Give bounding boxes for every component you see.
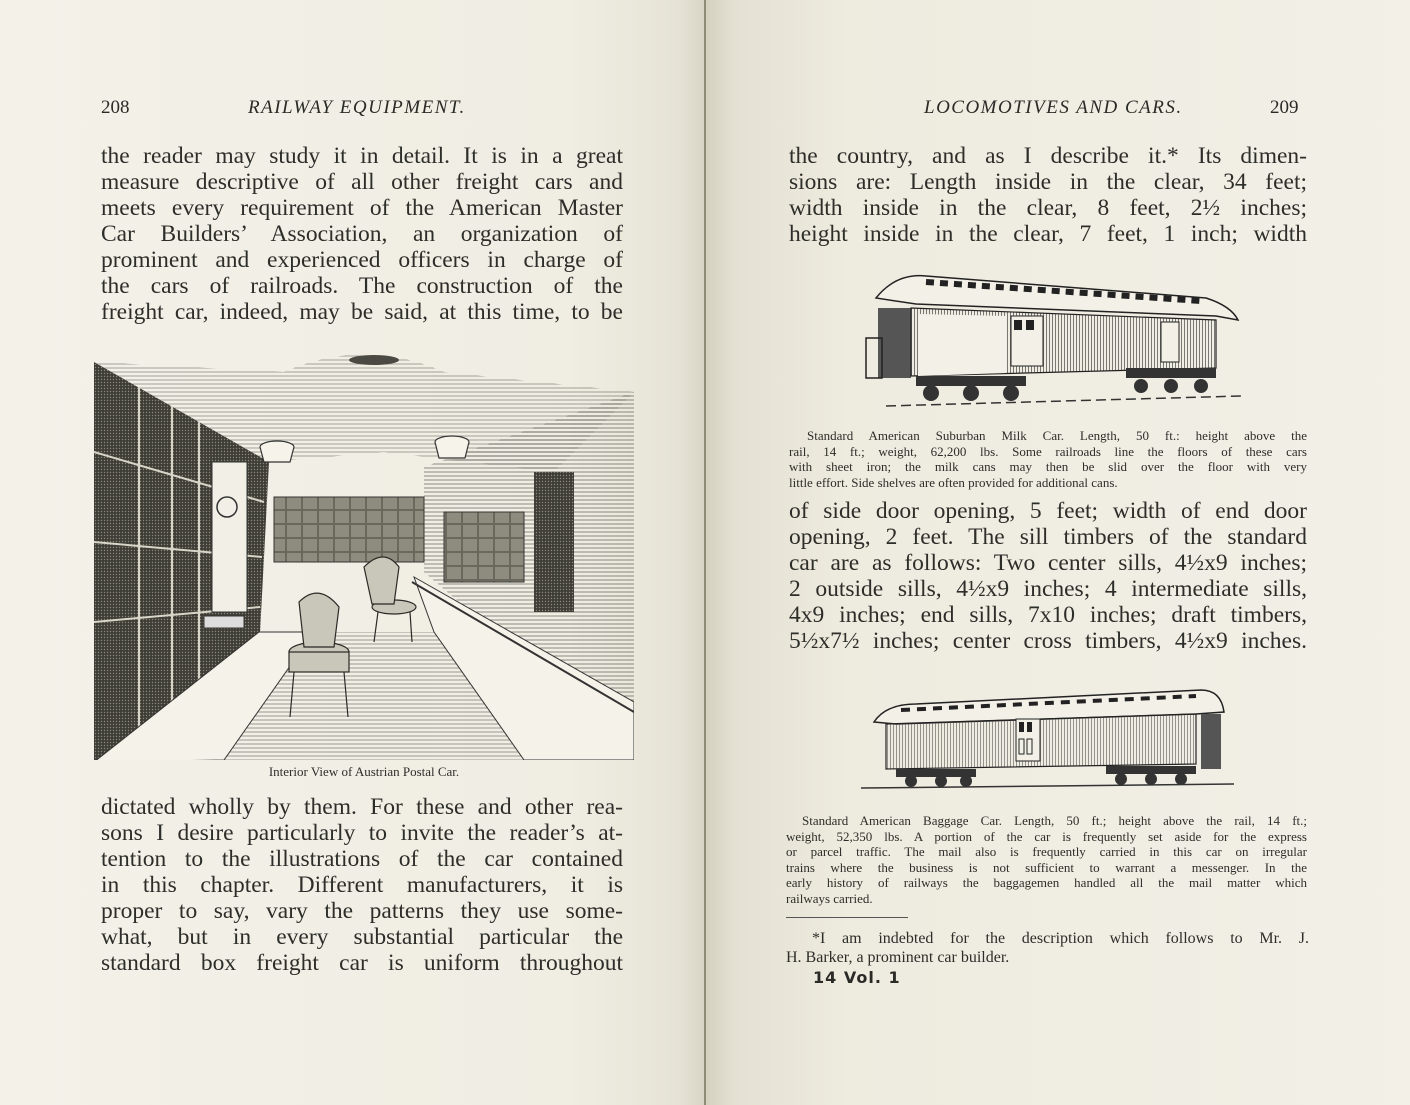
footnote	[786, 929, 1309, 967]
footnote-rule	[786, 917, 908, 918]
caption-line: rail, 14 ft.; weight, 62,200 lbs. Some railroads line the floors of these cars	[789, 443, 1307, 459]
caption-line: with sheet iron; the milk cans may then be slid over the floor with very	[789, 459, 1307, 474]
text-line: 2 outside sills, 4½x9 inches; 4 intermediate sills,	[789, 576, 1307, 602]
text-line: dictated wholly by them. For these and other rea-	[101, 794, 623, 820]
text-line: the reader may study it in detail. It is in a great	[101, 143, 623, 169]
footnote-line: *I am indebted for the description which follows to Mr. J.	[812, 930, 1309, 947]
caption-line: trains where the business is not sufficient to warrant a messenger. In the	[786, 859, 1307, 875]
caption-line: railways carried.	[786, 890, 873, 906]
caption-line: little effort. Side shelves are often provided for additional cans.	[789, 474, 1118, 490]
text-line: measure descriptive of all other freight cars and	[101, 169, 623, 195]
text-line: proper to say, vary the patterns they use some-	[101, 898, 623, 924]
text-line: in this chapter. Different manufacturers, it is	[101, 872, 623, 898]
body-paragraph-top	[789, 143, 1307, 247]
figure-caption: Interior View of Austrian Postal Car.	[268, 764, 460, 779]
text-line: height inside in the clear, 7 feet, 1 inch; width	[789, 221, 1307, 247]
text-line: width inside in the clear, 8 feet, 2½ inches;	[789, 195, 1307, 221]
body-paragraph-top	[101, 143, 623, 325]
text-line: the country, and as I describe it.* Its dimen-	[789, 143, 1307, 169]
page-number: 209	[1270, 97, 1299, 118]
text-line: tention to the illustrations of the car contained	[101, 846, 623, 872]
text-line: the cars of railroads. The construction of the	[101, 273, 623, 299]
caption-line: or parcel traffic. The mail also is frequently carried in this car on irregular	[786, 844, 1307, 859]
milk-car-engraving-icon	[856, 268, 1246, 416]
caption-line: Standard American Suburban Milk Car. Length, 50 ft.: height above the	[807, 428, 1307, 443]
body-paragraph-bottom	[101, 794, 623, 976]
text-line: 4x9 inches; end sills, 7x10 inches; draft timbers,	[789, 602, 1307, 628]
text-line: standard box freight car is uniform throughout	[101, 950, 623, 976]
running-head: RAILWAY EQUIPMENT.	[248, 97, 466, 118]
text-line: 5½x7½ inches; center cross timbers, 4½x9 inches.	[789, 628, 1307, 654]
text-line: car are as follows: Two center sills, 4½x9 inches;	[789, 550, 1307, 576]
text-line: of side door opening, 5 feet; width of end door	[789, 498, 1307, 524]
running-head: LOCOMOTIVES AND CARS.	[924, 97, 1183, 118]
caption-line: early history of railways the baggagemen handled all the mail matter which	[786, 875, 1307, 890]
body-paragraph-middle	[789, 498, 1307, 654]
text-line: prominent and experienced officers in charge of	[101, 247, 623, 273]
text-line: sions are: Length inside in the clear, 34 feet;	[789, 169, 1307, 195]
postal-car-interior-engraving-icon	[94, 342, 634, 760]
text-line: meets every requirement of the American Master	[101, 195, 623, 221]
text-line: sons I desire particularly to invite the reader’s at-	[101, 820, 623, 846]
text-line: opening, 2 feet. The sill timbers of the standard	[789, 524, 1307, 550]
text-line: freight car, indeed, may be said, at this time, to be	[101, 299, 623, 325]
text-line: what, but in every substantial particular the	[101, 924, 623, 950]
milk-car-caption	[789, 428, 1307, 490]
baggage-car-engraving-icon	[856, 684, 1236, 790]
baggage-car-caption	[786, 813, 1307, 906]
caption-line: weight, 52,350 lbs. A portion of the car is frequently set aside for the express	[786, 828, 1307, 844]
caption-line: Standard American Baggage Car. Length, 50 ft.; height above the rail, 14 ft.;	[802, 813, 1307, 828]
page-number: 208	[101, 97, 130, 118]
signature-mark: 14 Vol. 1	[813, 968, 901, 987]
text-line: Car Builders’ Association, an organization of	[101, 221, 623, 247]
footnote-line: H. Barker, a prominent car builder.	[786, 949, 1010, 966]
